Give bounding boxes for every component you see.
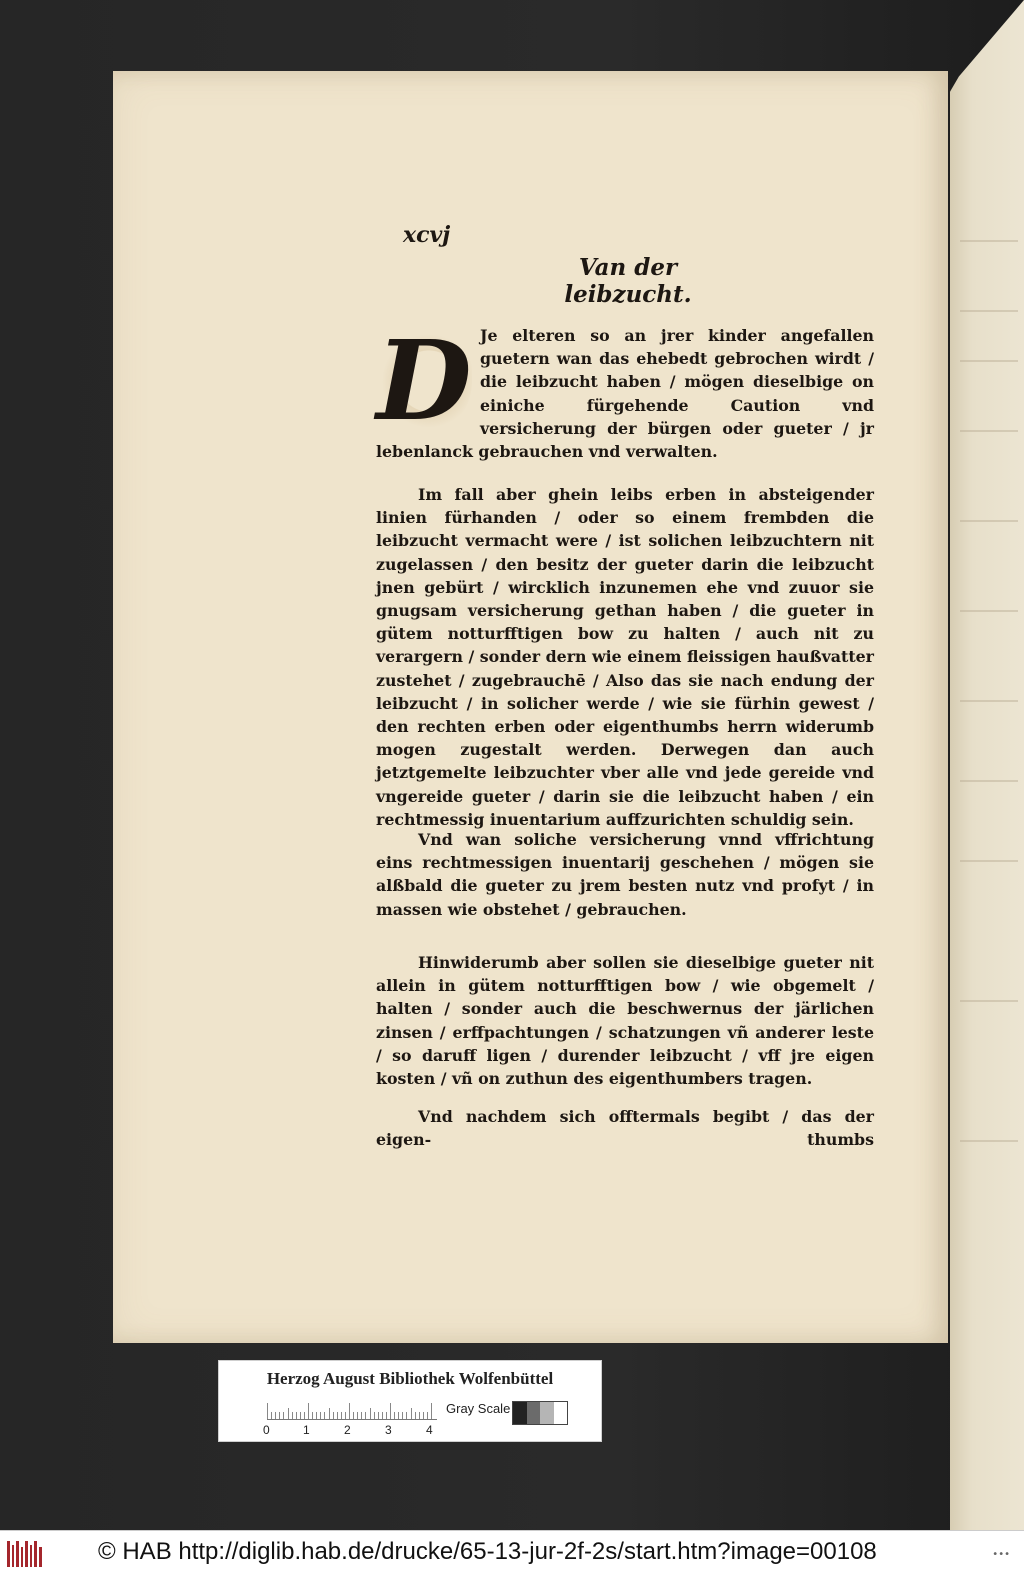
ruler-tick (386, 1412, 387, 1419)
ruler-tick (279, 1412, 280, 1419)
gray-swatch (513, 1402, 527, 1424)
hab-logo-icon (6, 1539, 44, 1569)
folio-number: xcvj (403, 222, 451, 248)
ruler-tick (341, 1412, 342, 1419)
ruler-number-3: 3 (385, 1423, 392, 1437)
ruler-tick (390, 1403, 391, 1419)
footer-dots: ••• (992, 1549, 1010, 1560)
paragraph-5: Vnd nachdem sich offtermals begibt / das der eigen- (376, 1107, 874, 1150)
color-reference-card (218, 1360, 602, 1442)
ruler-tick (267, 1403, 268, 1419)
ruler-tick (398, 1412, 399, 1419)
ruler-tick (300, 1412, 301, 1419)
ruler-tick (308, 1403, 309, 1419)
catchword: thumbs (807, 1130, 874, 1149)
ruler-tick (324, 1412, 325, 1419)
ruler-tick (271, 1412, 272, 1419)
ruler-tick (283, 1412, 284, 1419)
ruler-tick (415, 1412, 416, 1419)
ruler-tick (357, 1412, 358, 1419)
ruler-tick (374, 1412, 375, 1419)
ruler-numbers (263, 1423, 453, 1439)
book-page (113, 71, 948, 1343)
ruler-tick (378, 1412, 379, 1419)
paragraph-1 (376, 316, 874, 463)
ruler-tick (296, 1412, 297, 1419)
ruler-tick (316, 1412, 317, 1419)
ruler-number-1: 1 (303, 1423, 310, 1437)
ruler-tick (288, 1408, 289, 1419)
ruler-tick (329, 1408, 330, 1419)
ruler-tick (304, 1412, 305, 1419)
ruler-tick (423, 1412, 424, 1419)
paragraph-2: Im fall aber ghein leibs erben in absteigender linien fürhanden / oder so einem frembden die leibzucht vermacht were / ist solichen leibzuchtern nit zugelassen / den besitz der gueter darin die leibzucht jnen gebürt / wircklich inzunemen ehe vnd zuuor sie gnugsam versicherung gethan haben / die gueter in gütem notturfftigen bow zu halten / auch nit zu verargern / sonder dern wie einem fleissigen haußvatter zustehet / zugebrauchē / Also das sie nach endung der leibzucht / in solicher werde / wie sie fürhin gewest / den rechten erben oder eigenthumbs herrn widerumb mogen zugestalt werden. Derwegen dan auch jetztgemelte leibzuchter vber alle vnd jede gereide vnd vngereide gueter / darin sie die leibzucht haben / ein rechtmessig inuentarium auffzurichten schuldig sein. (376, 485, 874, 829)
ruler-tick (312, 1412, 313, 1419)
gray-scale-label: Gray Scale (446, 1401, 511, 1416)
ruler-tick (275, 1412, 276, 1419)
ruler-tick (292, 1412, 293, 1419)
ruler-tick (365, 1412, 366, 1419)
ruler-tick (345, 1412, 346, 1419)
ruler-tick (402, 1412, 403, 1419)
gray-scale-swatches (512, 1401, 568, 1425)
gray-swatch (527, 1402, 541, 1424)
decorated-initial: D (376, 316, 472, 445)
ruler-number-2: 2 (344, 1423, 351, 1437)
institution-name: Herzog August Bibliothek Wolfenbüttel (266, 1369, 554, 1388)
ruler-tick (353, 1412, 354, 1419)
ruler-tick (406, 1412, 407, 1419)
ruler-tick (394, 1412, 395, 1419)
paragraph-3: Vnd wan soliche versicherung vnnd vffrichtung eins rechtmessigen inuentarij geschehen / mögen sie alßbald die gueter zu jrem besten nutz vnd profyt / in massen wie obstehet / gebrauchen. (376, 830, 874, 919)
ruler-tick (361, 1412, 362, 1419)
footer-copyright-url: © HAB http://diglib.hab.de/drucke/65-13-jur-2f-2s/start.htm?image=00108 (98, 1538, 877, 1565)
ruler-number-0: 0 (263, 1423, 270, 1437)
page-heading: Van der leibzucht. (564, 254, 692, 308)
paragraph-1-text: Je elteren so an jrer kinder angefallen guetern wan das ehebedt gebrochen wirdt / die leibzucht haben / mögen dieselbige on einiche fürgehende Caution vnd versicherung der bürgen oder gueter / jr lebenlanck gebrauchen vnd verwalten. (376, 326, 874, 462)
ruler-tick (431, 1403, 432, 1419)
ruler-tick (427, 1412, 428, 1419)
adjacent-page (950, 0, 1024, 1530)
ruler-tick (411, 1408, 412, 1419)
ruler-tick (370, 1408, 371, 1419)
gray-swatch (540, 1402, 554, 1424)
gray-swatch (554, 1402, 568, 1424)
ruler-tick (349, 1403, 350, 1419)
ruler-tick (419, 1412, 420, 1419)
paragraph-4: Hinwiderumb aber sollen sie dieselbige gueter nit allein in gütem notturfftigen bow / wie obgemelt / halten / sonder auch die beschwernus der järlichen zinsen / erffpachtungen / schatzungen vñ anderer leste / so daruff ligen / durender leibzucht / vff jre eigen kosten / vñ on zuthun des eigenthumbers tragen. (376, 953, 874, 1089)
footer-bar (0, 1530, 1024, 1577)
ruler-number-4: 4 (426, 1423, 433, 1437)
ruler-tick (320, 1412, 321, 1419)
ruler-tick (382, 1412, 383, 1419)
ruler-tick (337, 1412, 338, 1419)
ruler-scale (267, 1401, 437, 1420)
ruler-tick (333, 1412, 334, 1419)
